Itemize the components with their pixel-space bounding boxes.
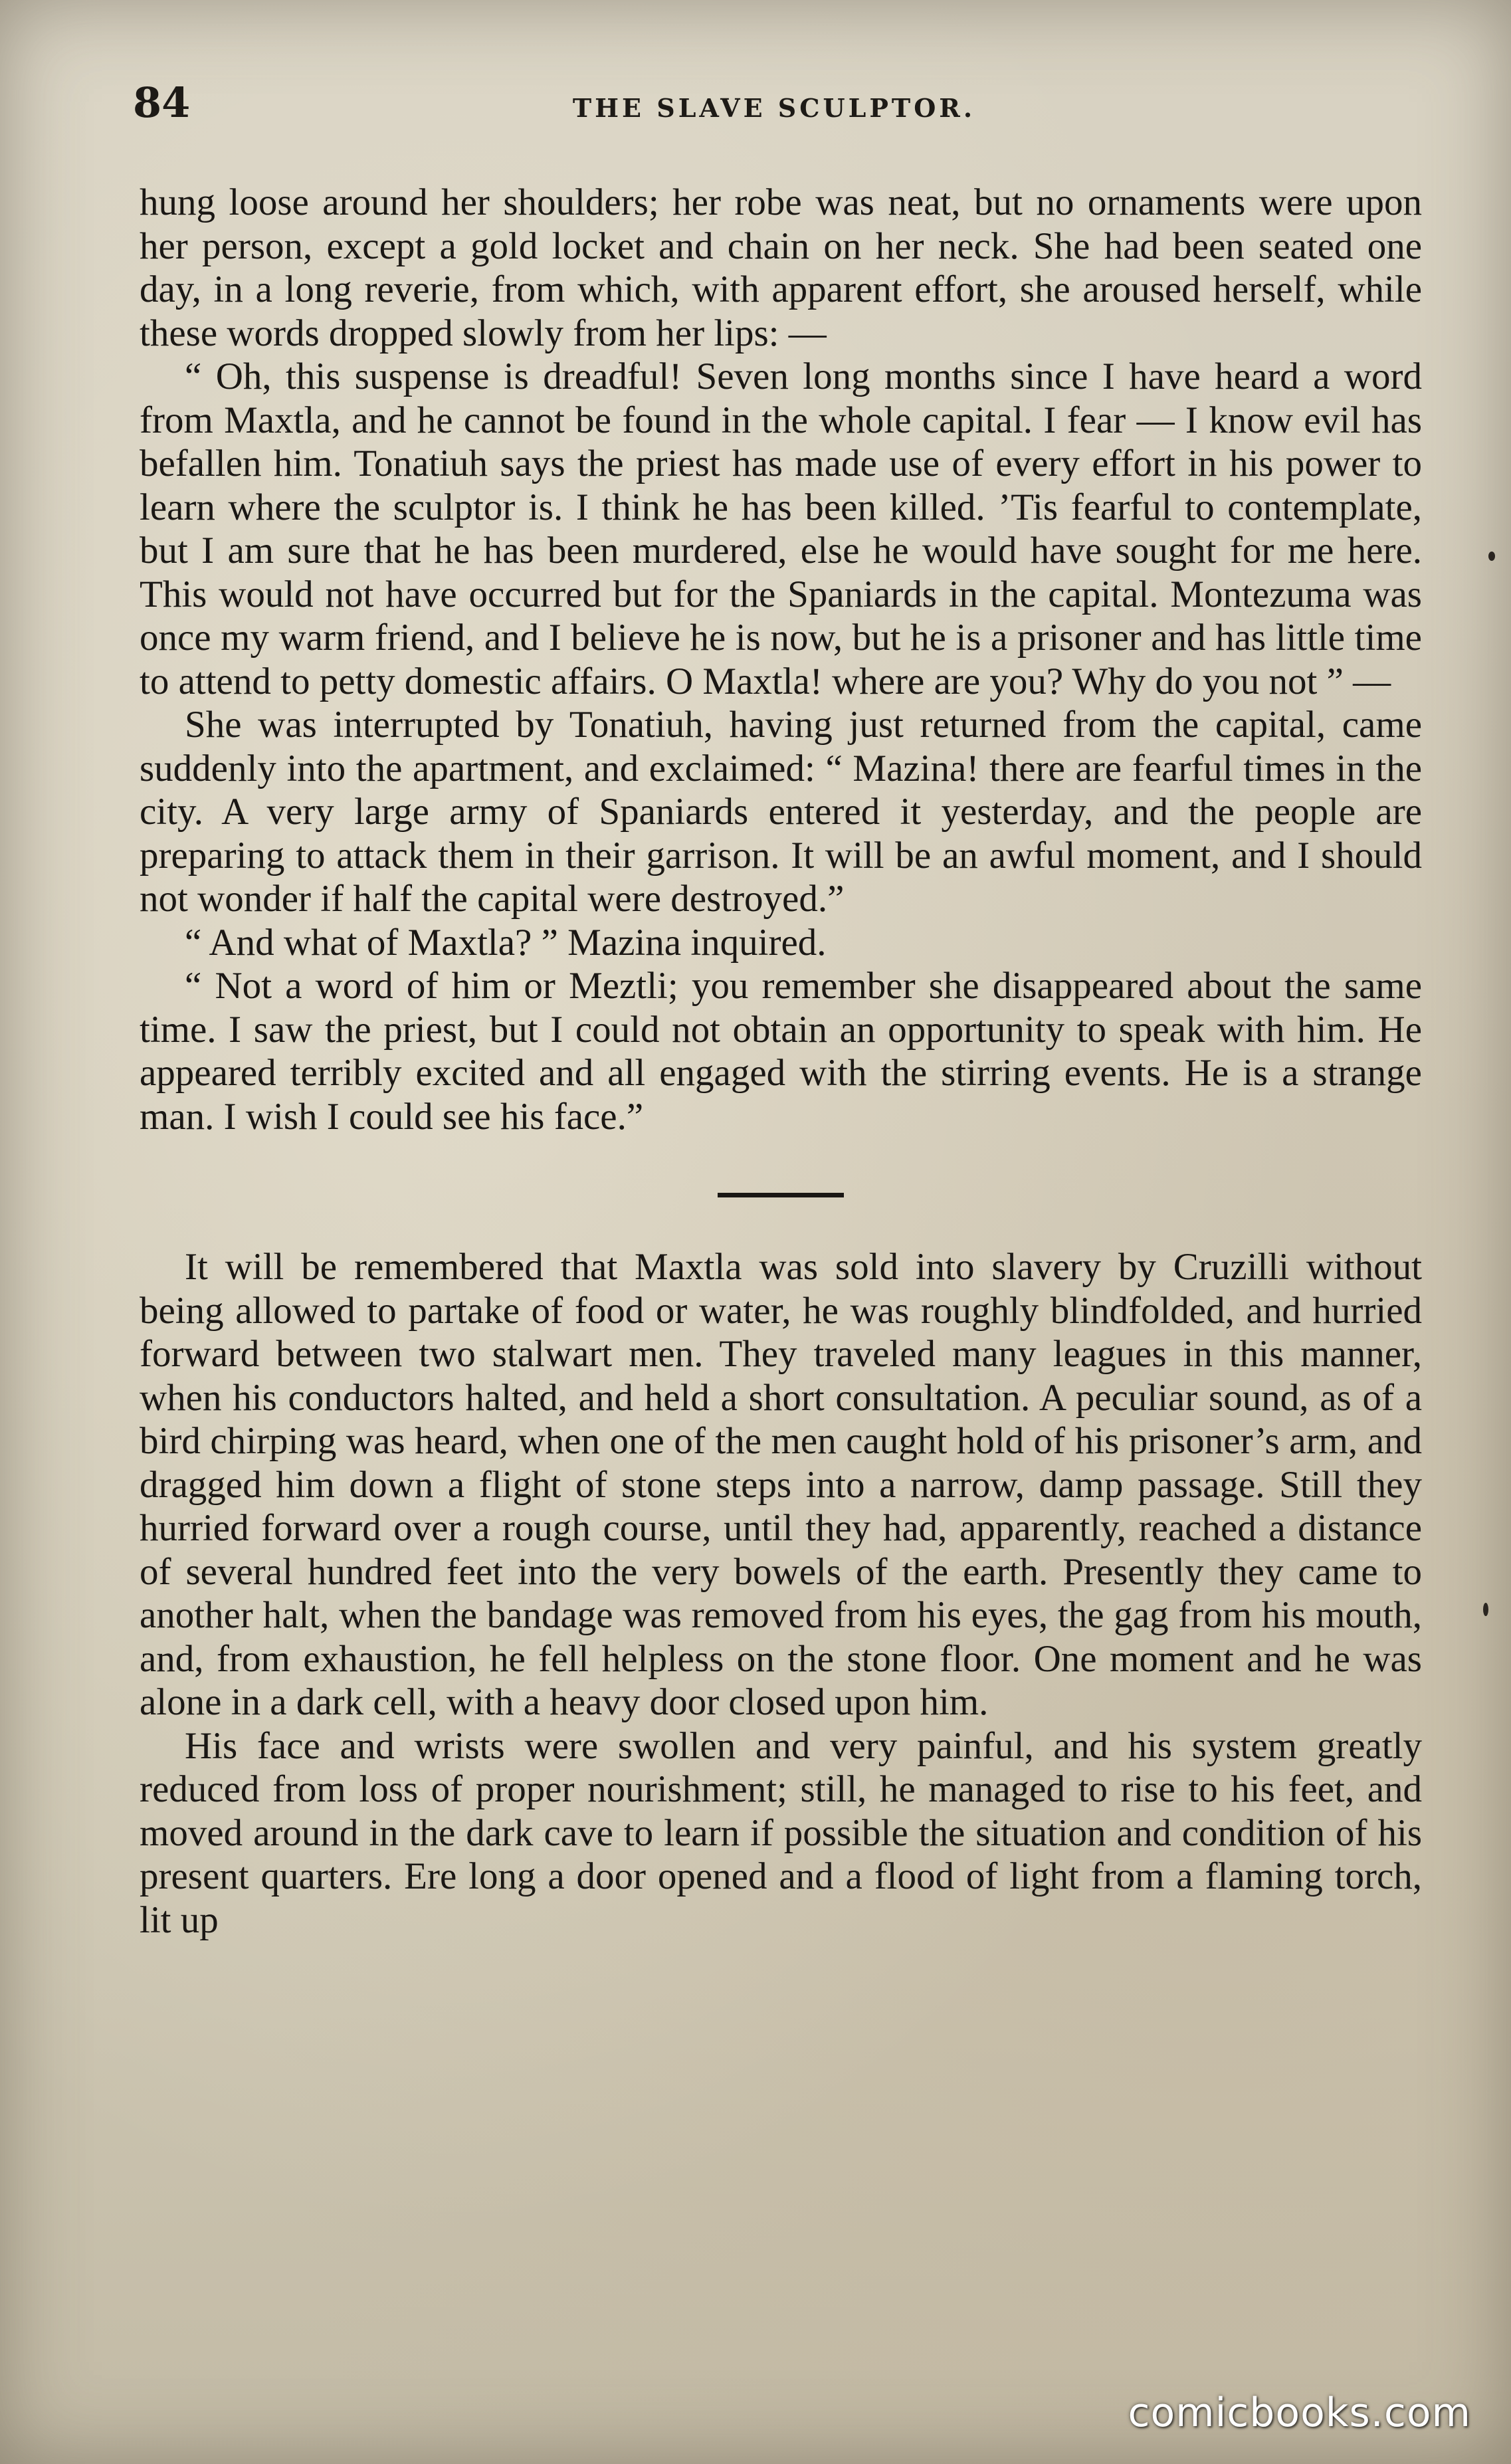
body-text: [140, 181, 1422, 1942]
paragraph: “ Not a word of him or Meztli; you remember she disappeared about the same time. I saw the priest, but I could not obtain an opportunity to speak with him. He appeared terribly excited and all engaged with the stirring events. He is a strange man. I wish I could see his face.”: [140, 965, 1422, 1138]
ink-speck: [1488, 552, 1495, 561]
paragraph: “ Oh, this suspense is dreadful! Seven long months since I have heard a word from Maxtla, and he cannot be found in the whole capital. I fear — I know evil has befallen him. Tonatiuh says the priest has made use of every effort in his power to learn where the sculptor is. I think he has been killed. ’Tis fearful to contemplate, but I am sure that he has been murdered, else he would have sought for me here. This would not have occurred but for the Spaniards in the capital. Montezuma was once my warm friend, and I believe he is now, but he is a prisoner and has little time to attend to petty domestic affairs. O Maxtla! where are you? Why do you not ” —: [140, 356, 1422, 702]
watermark: comicbooks.com: [1128, 2390, 1471, 2436]
paragraph: “ And what of Maxtla? ” Mazina inquired.: [185, 921, 827, 964]
paragraph: His face and wrists were swollen and very painful, and his system greatly reduced from loss of proper nourishment; still, he managed to rise to his feet, and moved around in the dark cave to learn if possible the situation and condition of his present quarters. Ere long a door opened and a flood of light from a flaming torch, lit up: [140, 1724, 1422, 1941]
ink-speck: [1483, 1603, 1488, 1616]
paragraph: It will be remembered that Maxtla was sold into slavery by Cruzilli without being allowed to partake of food or water, he was roughly blindfolded, and hurried forward between two stalwart men. They traveled many leagues in this manner, when his conductors halted, and held a short consultation. A peculiar sound, as of a bird chirping was heard, when one of the men caught hold of his prisoner’s arm, and dragged him down a flight of stone steps into a narrow, damp passage. Still they hurried forward over a rough course, until they had, apparently, reached a distance of several hundred feet into the very bowels of the earth. Presently they came to another halt, when the bandage was removed from his eyes, the gag from his mouth, and, from exhaustion, he fell helpless on the stone floor. One moment and he was alone in a dark cell, with a heavy door closed upon him.: [140, 1246, 1422, 1723]
page-number: 84: [133, 78, 191, 127]
page-header: [133, 78, 1415, 132]
running-head: THE SLAVE SCULPTOR.: [572, 93, 976, 123]
paragraph: She was interrupted by Tonatiuh, having just returned from the capital, came suddenly into the apartment, and exclaimed: “ Mazina! there are fearful times in the city. A very large army of Spaniards entered it yesterday, and the people are preparing to attack them in their garrison. It will be an awful moment, and I should not wonder if half the capital were destroyed.”: [140, 704, 1422, 920]
section-divider: [718, 1193, 844, 1197]
paragraph: hung loose around her shoulders; her robe was neat, but no ornaments were upon her person, except a gold locket and chain on her neck. She had been seated one day, in a long reverie, from which, with apparent effort, she aroused herself, while these words dropped slowly from her lips: —: [140, 181, 1422, 354]
